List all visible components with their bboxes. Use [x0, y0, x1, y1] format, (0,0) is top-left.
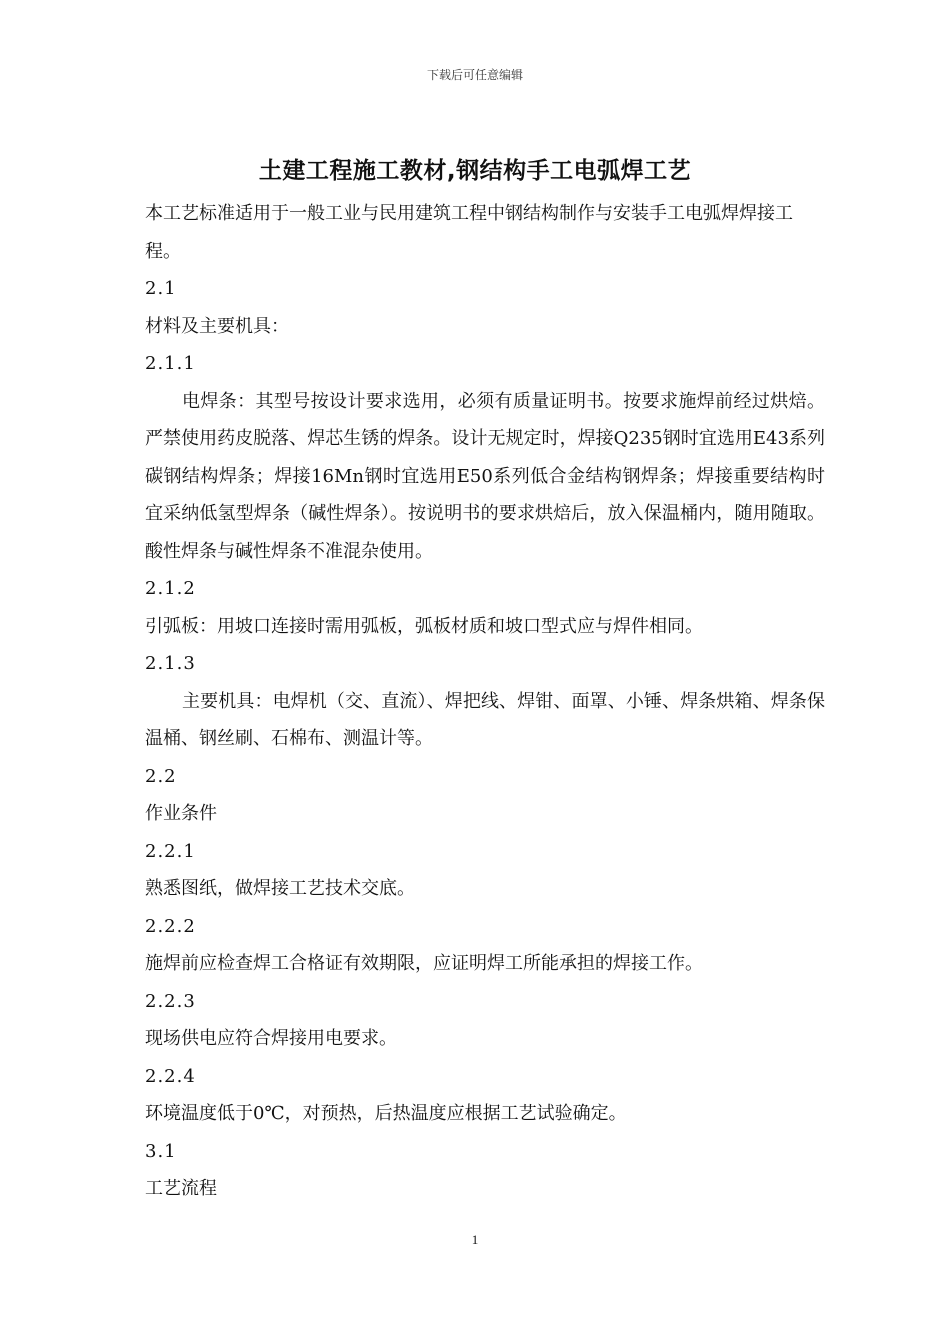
page-number: 1 — [471, 1232, 479, 1247]
section-paragraph-2-2-1: 熟悉图纸，做焊接工艺技术交底。 — [145, 878, 415, 899]
section-number-2-2-1: 2.2.1 — [145, 840, 196, 862]
document-body — [145, 195, 825, 1208]
section-number-2-2-2: 2.2.2 — [145, 915, 196, 937]
section-heading-2-1: 材料及主要机具： — [145, 315, 289, 337]
section-number-2-2-3: 2.2.3 — [145, 990, 196, 1012]
section-heading-3-1: 工艺流程 — [145, 1178, 217, 1199]
section-paragraph-2-2-4: 环境温度低于0℃，对预热，后热温度应根据工艺试验确定。 — [145, 1103, 627, 1124]
section-paragraph-2-1-3: 主要机具：电焊机（交、直流）、焊把线、焊钳、面罩、小锤、焊条烘箱、焊条保温桶、钢丝刷、石棉布、测温计等。 — [145, 690, 825, 749]
section-number-2-1-2: 2.1.2 — [145, 578, 196, 599]
section-number-3-1: 3.1 — [145, 1140, 177, 1162]
document-title: 土建工程施工教材,钢结构手工电弧焊工艺 — [258, 158, 692, 184]
section-paragraph-2-2-3: 现场供电应符合焊接用电要求。 — [145, 1028, 397, 1049]
section-paragraph-2-1-2: 引弧板：用坡口连接时需用弧板，弧板材质和坡口型式应与焊件相同。 — [145, 615, 703, 637]
section-paragraph-2-2-2: 施焊前应检查焊工合格证有效期限，应证明焊工所能承担的焊接工作。 — [145, 953, 703, 974]
page-header: 下载后可任意编辑 — [426, 68, 523, 82]
section-number-2-2: 2.2 — [145, 765, 177, 787]
intro-paragraph: 本工艺标准适用于一般工业与民用建筑工程中钢结构制作与安装手工电弧焊焊接工程。 — [145, 203, 793, 262]
section-number-2-1-1: 2.1.1 — [145, 353, 196, 374]
section-number-2-1-3: 2.1.3 — [145, 653, 196, 674]
section-number-2-2-4: 2.2.4 — [145, 1065, 196, 1087]
section-heading-2-2: 作业条件 — [145, 803, 217, 824]
section-paragraph-2-1-1: 电焊条：其型号按设计要求选用，必须有质量证明书。按要求施焊前经过烘焙。严禁使用药皮脱落、焊芯生锈的焊条。设计无规定时，焊接Q235钢时宜选用E43系列碳钢结构焊条；焊接16Mn钢时宜选用E50系列低合金结构钢焊条；焊接重要结构时宜采纳低氢型焊条（碱性焊条）。按说明书的要求烘焙后，放入保温桶内，随用随取。酸性焊条与碱性焊条不准混杂使用。 — [145, 390, 825, 562]
section-number-2-1: 2.1 — [145, 278, 177, 299]
